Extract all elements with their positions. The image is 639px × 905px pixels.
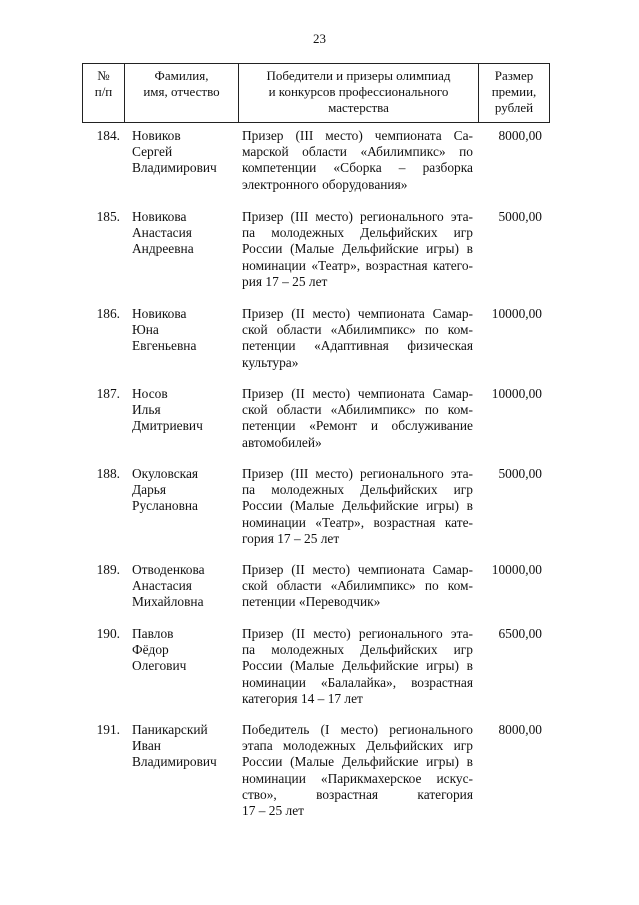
row-description [242, 128, 473, 193]
desc-line: рия 17 – 25 лет [242, 273, 328, 289]
name-line: Руслановна [132, 498, 199, 514]
name-line: Владимирович [132, 160, 217, 176]
desc-line: России (Малые Дельфийские игры) в [242, 658, 473, 674]
row-amount: 10000,00 [491, 386, 542, 401]
desc-line: 17 – 25 лет [242, 803, 304, 819]
desc-line: России (Малые Дельфийские игры) в [242, 498, 473, 514]
header-desc-line: и конкурсов профессионального [268, 84, 449, 99]
name-line: Михайловна [132, 594, 204, 610]
name-line: Иван [132, 738, 161, 754]
row-amount: 6500,00 [498, 626, 542, 641]
name-line: Андреевна [132, 241, 194, 257]
header-desc-line: мастерства [328, 100, 389, 115]
row-number: 185. [96, 209, 120, 224]
desc-line: петенции «Переводчик» [242, 594, 381, 610]
name-line: Владимирович [132, 754, 217, 770]
row-description [242, 562, 473, 611]
header-amount-cell [479, 64, 550, 123]
desc-line: гория 17 – 25 лет [242, 530, 340, 546]
row-description [242, 626, 473, 707]
name-line: Фёдор [132, 642, 169, 658]
name-line: Олегович [132, 658, 187, 674]
desc-line: ской области «Абилимпикс» по ком- [242, 578, 473, 594]
desc-line: ской области «Абилимпикс» по ком- [242, 402, 473, 418]
row-amount: 10000,00 [491, 306, 542, 321]
header-desc-line: Победители и призеры олимпиад [266, 68, 451, 83]
row-number: 191. [96, 722, 120, 737]
name-line: Новикова [132, 306, 187, 321]
desc-line: Призер (II место) регионального эта- [242, 626, 473, 641]
name-line: Павлов [132, 626, 174, 641]
header-amount-line: Размер [494, 68, 534, 83]
header-num-line: № [97, 68, 110, 83]
row-amount: 8000,00 [498, 128, 542, 143]
header-desc-cell [239, 64, 479, 123]
desc-line: па молодежных Дельфийских игр [242, 642, 473, 658]
row-description [242, 386, 473, 451]
desc-line: марской области «Абилимпикс» по [242, 144, 473, 160]
row-description [242, 466, 473, 547]
name-line: Дарья [132, 482, 167, 498]
row-name [132, 386, 242, 435]
desc-line: категория 14 – 17 лет [242, 690, 363, 706]
name-line: Юна [132, 322, 159, 338]
desc-line: этапа молодежных Дельфийских игр [242, 738, 473, 754]
row-name [132, 562, 242, 611]
header-num-line: п/п [94, 84, 113, 99]
row-amount: 8000,00 [498, 722, 542, 737]
desc-line: компетенции «Сборка – разборка [242, 160, 473, 176]
header-num-cell [83, 64, 125, 123]
row-amount: 5000,00 [498, 209, 542, 224]
desc-line: Призер (III место) чемпионата Са- [242, 128, 473, 143]
row-name [132, 306, 242, 355]
row-name [132, 626, 242, 675]
desc-line: номинации «Парикмахерское искус- [242, 770, 473, 786]
row-name [132, 209, 242, 258]
name-line: Паникарский [132, 722, 208, 737]
desc-line: России (Малые Дельфийские игры) в [242, 241, 473, 257]
header-amount-line: премии, [491, 84, 537, 99]
page-number: 23 [313, 31, 326, 46]
desc-line: номинации «Балалайка», возрастная [242, 674, 473, 690]
desc-line: России (Малые Дельфийские игры) в [242, 754, 473, 770]
header-name-line: Фамилия, [154, 68, 209, 83]
name-line: Отводенкова [132, 562, 205, 577]
name-line: Дмитриевич [132, 418, 203, 434]
desc-line: па молодежных Дельфийских игр [242, 482, 473, 498]
name-line: Новиков [132, 128, 181, 143]
desc-line: автомобилей» [242, 434, 322, 450]
desc-line: Призер (II место) чемпионата Самар- [242, 562, 473, 577]
desc-line: Призер (III место) регионального эта- [242, 466, 473, 481]
row-number: 186. [96, 306, 120, 321]
desc-line: петенции «Ремонт и обслуживание [242, 418, 473, 434]
row-number: 190. [96, 626, 120, 641]
desc-line: петенции «Адаптивная физическая [242, 338, 473, 354]
row-amount: 10000,00 [491, 562, 542, 577]
desc-line: Победитель (I место) регионального [242, 722, 473, 737]
desc-line: культура» [242, 354, 299, 370]
name-line: Анастасия [132, 578, 192, 594]
table-header [82, 63, 550, 123]
row-number: 189. [96, 562, 120, 577]
row-description [242, 306, 473, 371]
row-number: 184. [96, 128, 120, 143]
desc-line: Призер (III место) регионального эта- [242, 209, 473, 224]
header-name-cell [125, 64, 239, 123]
desc-line: ство», возрастная категория [242, 786, 473, 802]
name-line: Носов [132, 386, 168, 401]
name-line: Сергей [132, 144, 173, 160]
row-name [132, 722, 242, 771]
desc-line: номинации «Театр», возрастная кате- [242, 514, 473, 530]
row-amount: 5000,00 [498, 466, 542, 481]
name-line: Евгеньевна [132, 338, 197, 354]
row-description [242, 722, 473, 819]
row-number: 188. [96, 466, 120, 481]
row-description [242, 209, 473, 290]
desc-line: номинации «Театр», возрастная катего- [242, 257, 473, 273]
name-line: Илья [132, 402, 161, 418]
desc-line: па молодежных Дельфийских игр [242, 225, 473, 241]
name-line: Окуловская [132, 466, 199, 481]
desc-line: Призер (II место) чемпионата Самар- [242, 306, 473, 321]
row-number: 187. [96, 386, 120, 401]
name-line: Анастасия [132, 225, 192, 241]
name-line: Новикова [132, 209, 187, 224]
desc-line: электронного оборудования» [242, 176, 408, 192]
row-name [132, 128, 242, 177]
header-name-line: имя, отчество [143, 84, 220, 99]
row-name [132, 466, 242, 515]
header-amount-line: рублей [494, 100, 534, 115]
desc-line: ской области «Абилимпикс» по ком- [242, 322, 473, 338]
desc-line: Призер (II место) чемпионата Самар- [242, 386, 473, 401]
